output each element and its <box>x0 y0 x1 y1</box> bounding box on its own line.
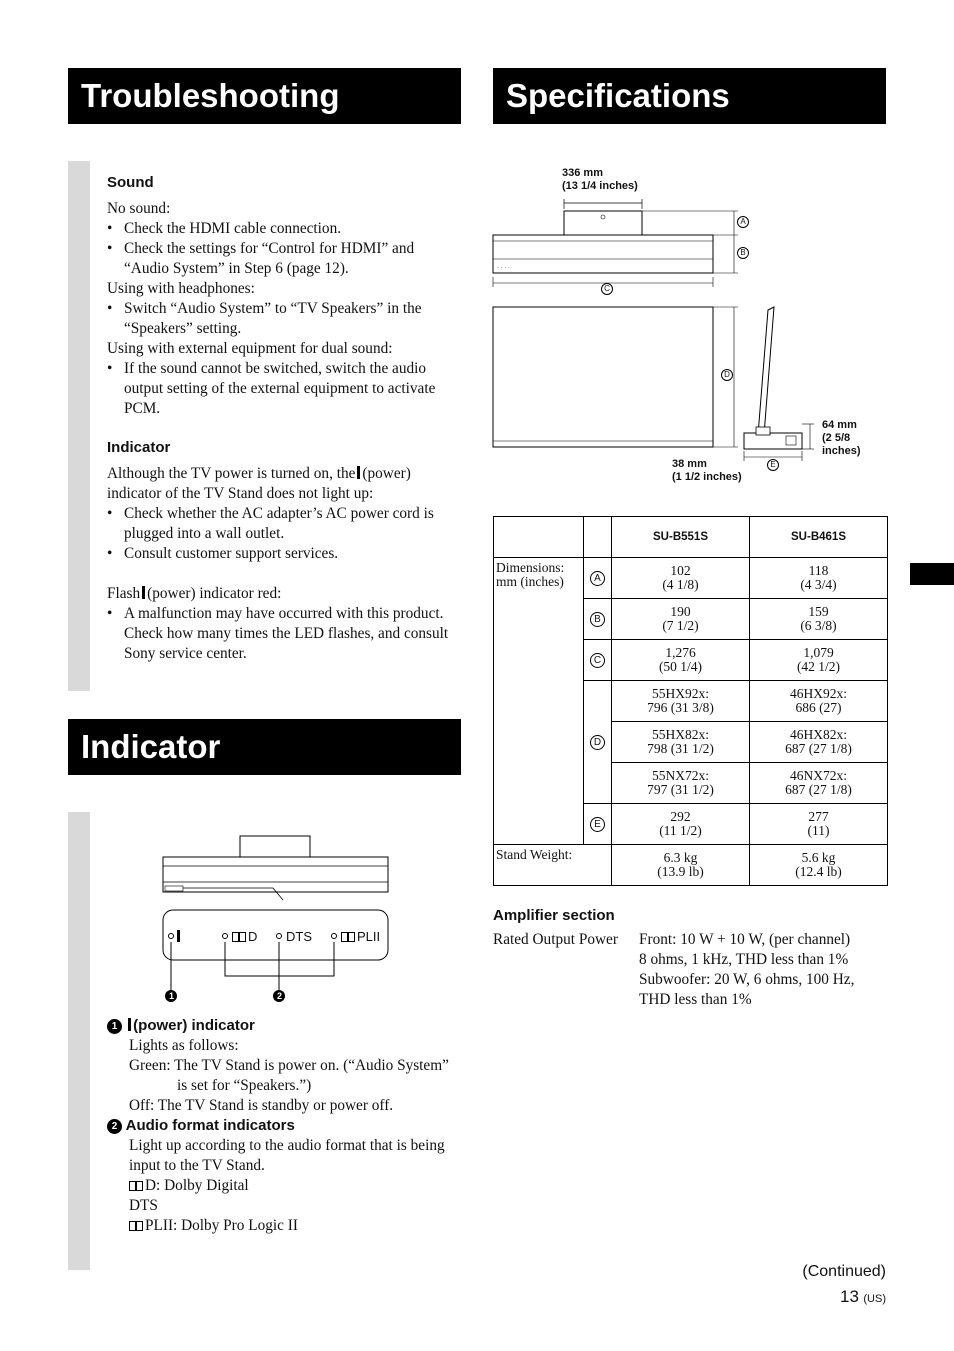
plii-panel-label <box>341 929 380 944</box>
headphones-text: Using with headphones: <box>107 280 255 297</box>
column-header-su-b461s: SU-B461S <box>750 517 888 558</box>
width-dimension-label <box>562 167 638 193</box>
flash-text-1: Flash <box>107 585 141 602</box>
rated-output-line: Subwoofer: 20 W, 6 ohms, 100 Hz, <box>639 971 855 988</box>
specifications-table <box>493 516 888 886</box>
power-indicator-title-text: (power) indicator <box>133 1017 255 1034</box>
table-cell <box>750 722 888 763</box>
cell-line: 1,079 <box>803 645 834 660</box>
continued-label: (Continued) <box>802 1263 886 1280</box>
list-item: • Check the HDMI cable connection. <box>107 219 462 239</box>
cell-line: 687 (27 1/8) <box>785 782 852 797</box>
table-cell <box>612 722 750 763</box>
external-text: Using with external equipment for dual sound: <box>107 340 393 357</box>
cell-line: 5.6 kg <box>801 850 836 865</box>
flash-text-2: (power) indicator red: <box>147 585 282 602</box>
dolby-digital-panel-label <box>232 929 257 944</box>
table-cell <box>612 763 750 804</box>
dolby-icon <box>129 1221 143 1231</box>
depth-38-in: (1 1/2 inches) <box>672 471 742 483</box>
cell-line: (7 1/2) <box>662 618 699 633</box>
troubleshooting-heading: Troubleshooting <box>68 68 461 124</box>
indicator-heading: Indicator <box>68 719 461 775</box>
cell-line: 46NX72x: <box>790 768 847 783</box>
although-text-2: (power) indicator of the TV Stand does not light up: <box>107 465 411 502</box>
row-letter <box>584 599 612 640</box>
table-cell <box>750 681 888 722</box>
cell-line: 46HX92x: <box>790 686 847 701</box>
cell-line: 797 (31 1/2) <box>647 782 714 797</box>
row-letter <box>584 640 612 681</box>
indicator-illustration <box>155 830 400 1010</box>
cell-line: 292 <box>670 809 691 824</box>
cell-line: 102 <box>670 563 691 578</box>
table-cell <box>612 681 750 722</box>
row-letter <box>584 804 612 845</box>
page-number-value: 13 <box>840 1287 859 1306</box>
row-letter <box>584 558 612 599</box>
cell-line: 687 (27 1/8) <box>785 741 852 756</box>
width-mm: 336 mm <box>562 167 603 179</box>
light-up-text: Light up according to the audio format that is being input to the TV Stand. <box>129 1137 445 1174</box>
cell-line: (11 1/2) <box>659 823 702 838</box>
cell-line: (4 1/8) <box>662 577 699 592</box>
audio-format-title <box>107 1116 462 1136</box>
width-in: (13 1/4 inches) <box>562 180 638 192</box>
page-region: (US) <box>863 1293 886 1305</box>
table-cell <box>612 558 750 599</box>
table-cell <box>612 804 750 845</box>
list-item: • Check whether the AC adapter’s AC power cord is plugged into a wall outlet. <box>107 504 462 544</box>
table-cell <box>750 763 888 804</box>
table-cell <box>750 558 888 599</box>
list-item: • Check the settings for “Control for HDMI” and “Audio System” in Step 6 (page 12). <box>107 239 462 279</box>
although-text <box>107 464 462 504</box>
power-icon <box>128 1018 131 1031</box>
dolby-icon <box>232 932 246 942</box>
section-bar-indicator <box>68 812 90 1270</box>
rated-output-line: THD less than 1% <box>639 991 752 1008</box>
cell-line: 55NX72x: <box>652 768 709 783</box>
flash-text <box>107 584 462 604</box>
table-cell <box>750 845 888 886</box>
dimensions-label-1: Dimensions: <box>496 560 565 575</box>
troubleshooting-content <box>107 173 462 664</box>
dim-letter-d: D <box>721 369 733 381</box>
dimensions-label-2: mm (inches) <box>496 574 564 589</box>
lights-text: Lights as follows: <box>129 1037 239 1054</box>
cell-line: 55HX92x: <box>652 686 709 701</box>
sound-subheading: Sound <box>107 174 154 191</box>
power-icon <box>357 466 360 479</box>
cell-line: 55HX82x: <box>652 727 709 742</box>
indicator-subheading: Indicator <box>107 439 171 456</box>
indicator-content <box>107 1016 462 1236</box>
depth-64-mm: 64 mm <box>822 419 857 431</box>
row-letter <box>584 681 612 804</box>
off-text: Off: The TV Stand is standby or power off. <box>129 1097 394 1114</box>
callout-2-label: 2 <box>276 991 282 1001</box>
table-cell <box>750 599 888 640</box>
cell-line: (4 3/4) <box>800 577 837 592</box>
rated-output-label: Rated Output Power <box>493 931 618 948</box>
callout-1-badge: 1 <box>107 1019 122 1034</box>
letter-d-icon: D <box>590 735 605 750</box>
section-bar-troubleshooting <box>68 161 90 691</box>
green-text: Green: The TV Stand is power on. (“Audio System” <box>129 1057 449 1074</box>
format-dts: DTS <box>129 1197 158 1214</box>
cell-line: 6.3 kg <box>663 850 698 865</box>
power-indicator-title <box>107 1016 462 1036</box>
table-cell <box>612 845 750 886</box>
dimensions-label <box>494 558 584 845</box>
table-cell <box>612 599 750 640</box>
format-dolby-digital-text: D: Dolby Digital <box>145 1177 249 1194</box>
cell-line: 159 <box>808 604 829 619</box>
although-text-1: Although the TV power is turned on, the <box>107 465 356 482</box>
table-cell-empty <box>584 517 612 558</box>
power-icon <box>142 586 145 599</box>
cell-line: 798 (31 1/2) <box>647 741 714 756</box>
cell-line: (12.4 lb) <box>795 864 842 879</box>
dim-letter-a: A <box>737 216 749 228</box>
cell-line: (11) <box>807 823 830 838</box>
letter-e-icon: E <box>590 817 605 832</box>
cell-line: 277 <box>808 809 829 824</box>
panel-label-d: D <box>248 929 258 944</box>
table-row <box>494 517 888 558</box>
rated-output-line: 8 ohms, 1 kHz, THD less than 1% <box>639 951 849 968</box>
svg-text:· · · ·: · · · · <box>497 265 510 271</box>
depth-38-label <box>672 458 742 484</box>
list-item: • Consult customer support services. <box>107 544 462 564</box>
specifications-heading: Specifications <box>493 68 886 124</box>
green-text-cont: is set for “Speakers.”) <box>177 1077 312 1094</box>
rated-output-values <box>639 930 889 1010</box>
cell-line: (13.9 lb) <box>657 864 704 879</box>
audio-format-title-text: Audio format indicators <box>125 1117 295 1134</box>
page-number <box>840 1287 886 1307</box>
dim-letter-c: C <box>601 283 613 295</box>
table-row <box>494 845 888 886</box>
dim-letter-b: B <box>737 247 749 259</box>
cell-line: (50 1/4) <box>658 659 703 674</box>
cell-line: 796 (31 3/8) <box>647 700 714 715</box>
cell-line: 686 (27) <box>795 700 842 715</box>
table-cell-empty <box>494 517 584 558</box>
list-item: • A malfunction may have occurred with this product. Check how many times the LED flashes, and consult Sony service center. <box>107 604 462 664</box>
rated-output-line: Front: 10 W + 10 W, (per channel) <box>639 931 851 948</box>
table-cell <box>750 640 888 681</box>
no-sound-text: No sound: <box>107 200 171 217</box>
dim-letter-e: E <box>767 459 779 471</box>
letter-c-icon: C <box>590 653 605 668</box>
cell-line: 46HX82x: <box>790 727 847 742</box>
page-edge-tab <box>910 563 954 585</box>
list-item: • Switch “Audio System” to “TV Speakers” in the “Speakers” setting. <box>107 299 462 339</box>
depth-38-mm: 38 mm <box>672 458 707 470</box>
dolby-icon <box>129 1181 143 1191</box>
cell-line: 190 <box>670 604 691 619</box>
table-cell <box>750 804 888 845</box>
table-row <box>494 558 888 599</box>
table-cell <box>612 640 750 681</box>
cell-line: 1,276 <box>665 645 696 660</box>
cell-line: (6 3/8) <box>800 618 837 633</box>
depth-64-label <box>822 419 861 458</box>
amplifier-heading: Amplifier section <box>493 907 615 924</box>
letter-b-icon: B <box>590 612 605 627</box>
depth-64-in1: (2 5/8 <box>822 432 851 444</box>
callout-1-label: 1 <box>168 991 174 1001</box>
depth-64-in2: inches) <box>822 445 861 457</box>
column-header-su-b551s: SU-B551S <box>612 517 750 558</box>
cell-line: (42 1/2) <box>796 659 841 674</box>
stand-weight-label: Stand Weight: <box>494 845 612 886</box>
list-item: • If the sound cannot be switched, switch the audio output setting of the external equipment to activate PCM. <box>107 359 462 419</box>
dolby-icon <box>341 932 355 942</box>
callout-2-badge: 2 <box>107 1119 122 1134</box>
cell-line: 118 <box>808 563 829 578</box>
format-dolby-digital <box>129 1176 462 1196</box>
dts-panel-label: DTS <box>286 929 312 944</box>
panel-label-plii: PLII <box>357 929 381 944</box>
format-plii <box>129 1216 462 1236</box>
letter-a-icon: A <box>590 571 605 586</box>
format-plii-text: PLII: Dolby Pro Logic II <box>145 1217 298 1234</box>
